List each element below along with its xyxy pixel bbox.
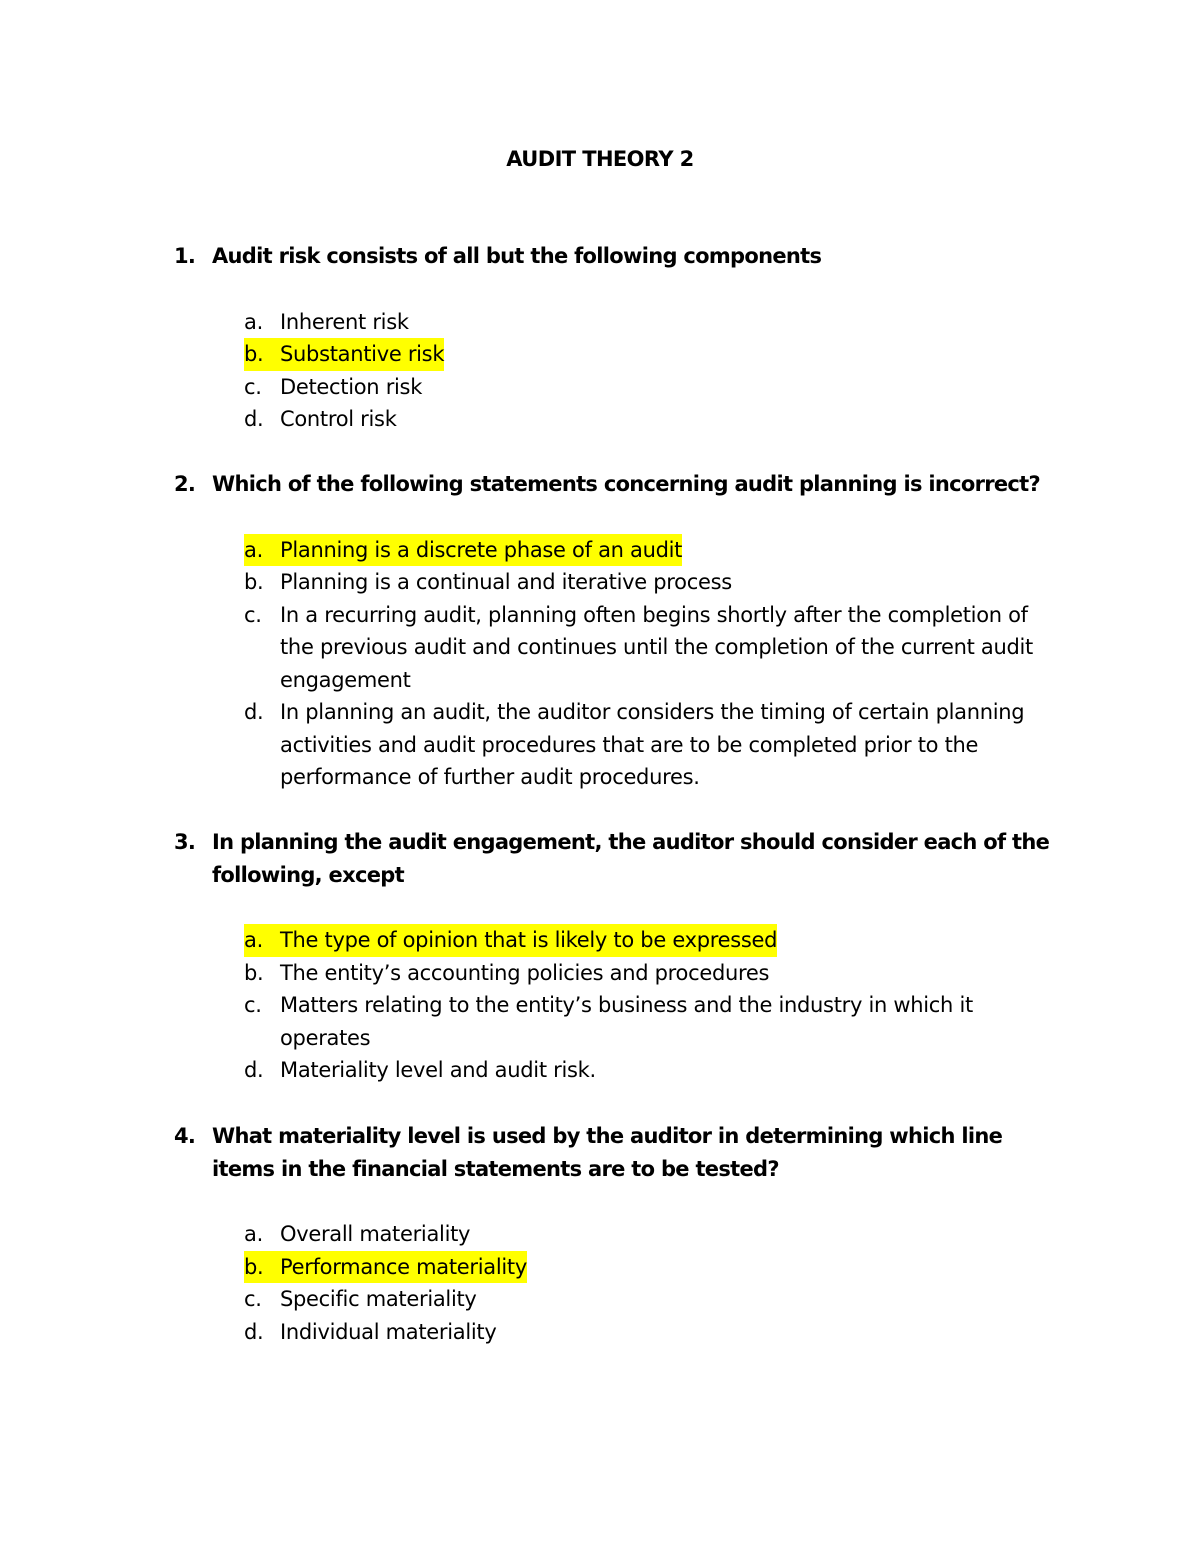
option-c <box>244 1283 1054 1316</box>
option-letter: a. <box>244 309 263 334</box>
option-c <box>244 599 1054 697</box>
option-letter: d. <box>244 700 264 724</box>
option-d <box>244 1054 1054 1087</box>
option-letter: a. <box>244 928 263 952</box>
option-list <box>244 924 1054 1087</box>
option-text: In planning an audit, the auditor considers the timing of certain planning activities and audit procedures that are to be completed prior to the performance of further audit procedures. <box>280 700 1025 789</box>
question-number: 4. <box>174 1124 196 1148</box>
option-a-answer <box>244 924 1054 957</box>
option-text: In a recurring audit, planning often begins shortly after the completion of the previous audit and continues until the completion of the current audit engagement <box>280 602 1033 692</box>
question-number: 3. <box>174 830 196 854</box>
question-prompt <box>174 1120 1054 1185</box>
option-text: Control risk <box>280 407 397 431</box>
answer-highlight <box>244 924 777 957</box>
question-text: What materiality level is used by the auditor in determining which line items in the financial statements are to be tested? <box>212 1124 1003 1181</box>
option-text: Inherent risk <box>280 309 409 334</box>
question-4 <box>174 1120 1054 1348</box>
option-d <box>244 696 1054 794</box>
option-letter: c. <box>244 374 262 399</box>
option-letter: c. <box>244 993 262 1017</box>
option-letter: d. <box>244 1319 264 1344</box>
option-a-answer <box>244 534 1054 567</box>
answer-highlight <box>244 534 682 567</box>
option-text: The type of opinion that is likely to be expressed <box>280 928 778 952</box>
option-letter: c. <box>244 1287 262 1311</box>
option-letter: a. <box>244 1222 263 1246</box>
option-b-answer <box>244 1251 1054 1284</box>
option-d <box>244 1316 1054 1349</box>
option-list <box>244 306 1054 436</box>
document-title: AUDIT THEORY 2 <box>506 147 694 171</box>
option-d <box>244 403 1054 436</box>
option-b <box>244 566 1054 599</box>
option-c <box>244 989 1054 1054</box>
option-text: Matters relating to the entity’s business and the industry in which it operates <box>280 993 973 1050</box>
question-text: Which of the following statements concerning audit planning is incorrect? <box>212 472 1040 496</box>
option-letter: b. <box>244 570 264 594</box>
option-text: Overall materiality <box>280 1222 471 1246</box>
question-number: 1. <box>174 244 196 268</box>
option-a <box>244 306 1054 339</box>
question-prompt <box>174 826 1054 891</box>
option-letter: b. <box>244 342 264 366</box>
option-a <box>244 1218 1054 1251</box>
question-prompt <box>174 468 1054 501</box>
option-list <box>244 534 1054 794</box>
option-letter: d. <box>244 1058 264 1082</box>
question-number: 2. <box>174 472 196 496</box>
option-text: Planning is a continual and iterative process <box>280 570 732 594</box>
option-text: Materiality level and audit risk. <box>280 1058 596 1082</box>
option-text: Detection risk <box>280 374 423 399</box>
option-text: Planning is a discrete phase of an audit <box>280 537 683 562</box>
question-2 <box>174 468 1054 794</box>
option-letter: b. <box>244 960 264 985</box>
option-letter: c. <box>244 602 262 627</box>
question-3 <box>174 826 1054 1087</box>
answer-highlight <box>244 1251 527 1284</box>
question-text: Audit risk consists of all but the following components <box>212 244 822 268</box>
option-list <box>244 1218 1054 1348</box>
option-text: Individual materiality <box>280 1319 497 1344</box>
option-b <box>244 957 1054 990</box>
option-b-answer <box>244 338 1054 371</box>
option-text: Specific materiality <box>280 1287 477 1311</box>
option-text: The entity’s accounting policies and procedures <box>280 960 770 985</box>
option-text: Substantive risk <box>280 342 445 366</box>
option-c <box>244 371 1054 404</box>
question-1 <box>174 240 1054 436</box>
option-text: Performance materiality <box>280 1254 527 1279</box>
option-letter: d. <box>244 407 264 431</box>
answer-highlight <box>244 338 444 371</box>
question-prompt <box>174 240 1054 273</box>
question-text: In planning the audit engagement, the auditor should consider each of the following, except <box>212 830 1050 887</box>
option-letter: b. <box>244 1254 264 1279</box>
option-letter: a. <box>244 537 263 562</box>
